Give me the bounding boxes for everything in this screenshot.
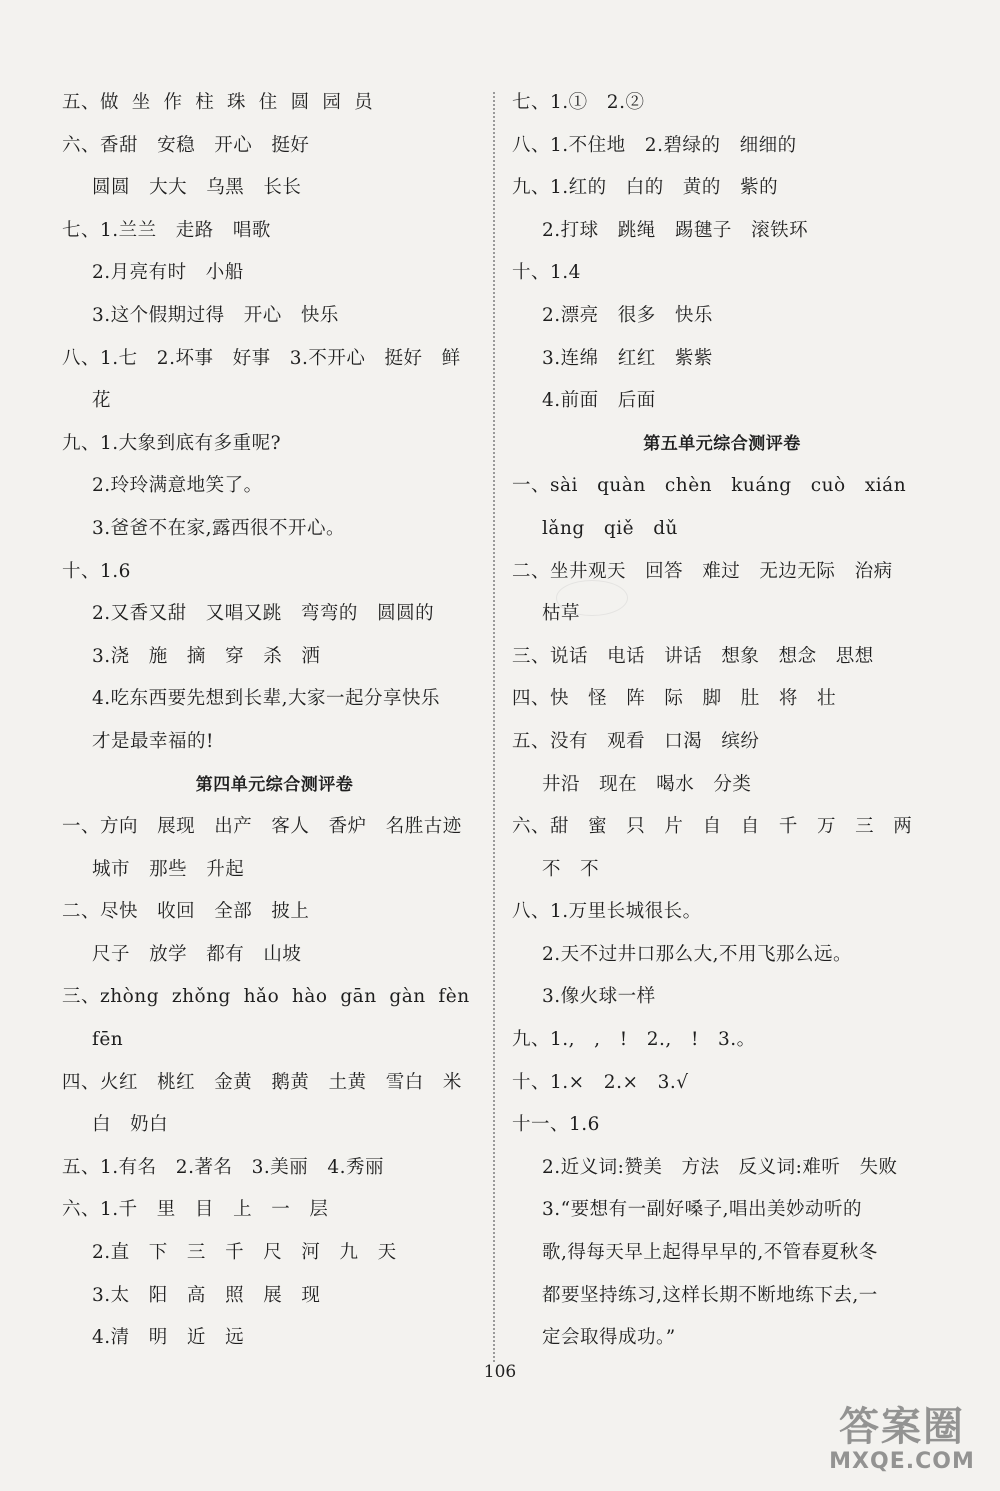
watermark-url: MXQE.COM — [829, 1449, 975, 1474]
answer-line: 七、1.① 2.② — [512, 92, 645, 113]
answer-line: 一、方向 展现 出产 客人 香炉 名胜古迹 — [62, 816, 462, 838]
answer-line: 城市 那些 升起 — [92, 858, 245, 880]
answer-line: lǎng qiě dǔ — [542, 517, 678, 539]
answer-line: 八、1.万里长城很长。 — [512, 901, 702, 923]
answer-line: 4.清 明 近 远 — [92, 1327, 245, 1349]
answer-line: 白 奶白 — [92, 1114, 169, 1136]
answer-line: 十、1.4 — [512, 262, 581, 284]
right-column — [512, 82, 932, 1360]
answer-line: 二、尽快 收回 全部 披上 — [62, 901, 310, 923]
answer-line: 2.漂亮 很多 快乐 — [542, 304, 713, 326]
section-heading: 第五单元综合测评卷 — [643, 433, 801, 454]
answer-line: 都要坚持练习,这样长期不断地练下去,一 — [542, 1284, 878, 1306]
answer-line: 3.太 阳 高 照 展 现 — [92, 1284, 321, 1306]
answer-line: 尺子 放学 都有 山坡 — [92, 943, 302, 965]
answer-line: 3.“要想有一副好嗓子,唱出美妙动听的 — [542, 1199, 862, 1221]
answer-line: 四、快 怪 阵 际 脚 肚 将 壮 — [512, 688, 836, 710]
answer-line: 2.月亮有时 小船 — [92, 262, 244, 284]
watermark — [812, 1393, 992, 1485]
answer-line: 定会取得成功。” — [542, 1327, 676, 1349]
answer-line: 三、zhòng zhǒng hǎo hào gān gàn fèn — [62, 986, 470, 1008]
answer-line: 3.像火球一样 — [542, 986, 656, 1008]
answer-line: 十、1.× 2.× 3.√ — [512, 1071, 689, 1093]
answer-line: 3.浇 施 摘 穿 杀 洒 — [92, 645, 321, 667]
page-number: 106 — [483, 1362, 517, 1382]
watermark-logo: 答案圈 — [839, 1404, 965, 1450]
answer-line: 四、火红 桃红 金黄 鹅黄 土黄 雪白 米 — [62, 1071, 462, 1093]
answer-line: fēn — [92, 1029, 124, 1051]
answer-line: 三、说话 电话 讲话 想象 想念 思想 — [512, 645, 874, 667]
answer-line: 2.近义词:赞美 方法 反义词:难听 失败 — [542, 1156, 898, 1178]
answer-line: 九、1.大象到底有多重呢? — [62, 432, 282, 454]
answer-line: 2.天不过井口那么大,不用飞那么远。 — [542, 943, 853, 965]
answer-line: 十、1.6 — [62, 560, 131, 582]
answer-line: 九、1., , ! 2., ! 3.。 — [512, 1029, 756, 1051]
answer-line: 圆圆 大大 乌黑 长长 — [92, 177, 302, 199]
answer-line: 歌,得每天早上起得早早的,不管春夏秋冬 — [542, 1242, 878, 1264]
answer-line: 七、1.兰兰 走路 唱歌 — [62, 219, 271, 241]
answer-line: 花 — [92, 390, 112, 412]
answer-line: 九、1.红的 白的 黄的 紫的 — [512, 177, 779, 199]
answer-line: 六、甜 蜜 只 片 自 自 千 万 三 两 — [512, 816, 913, 838]
answer-line: 二、坐井观天 回答 难过 无边无际 治病 — [512, 560, 893, 582]
answer-line: 3.这个假期过得 开心 快乐 — [92, 304, 339, 326]
answer-line: 2.直 下 三 千 尺 河 九 天 — [92, 1242, 397, 1264]
answer-line: 2.又香又甜 又唱又跳 弯弯的 圆圆的 — [92, 603, 435, 625]
answer-line: 八、1.不住地 2.碧绿的 细细的 — [512, 134, 797, 156]
answer-line: 2.玲玲满意地笑了。 — [92, 475, 263, 497]
faint-stamp — [556, 580, 628, 616]
answer-line: 八、1.七 2.坏事 好事 3.不开心 挺好 鲜 — [62, 347, 461, 369]
answer-line: 井沿 现在 喝水 分类 — [542, 773, 752, 795]
answer-line: 3.连绵 红红 紫紫 — [542, 347, 713, 369]
left-column — [62, 82, 487, 1360]
answer-line: 十一、1.6 — [512, 1114, 600, 1136]
answer-line: 五、做 坐 作 柱 珠 住 圆 园 员 — [62, 92, 374, 113]
answer-line: 五、1.有名 2.著名 3.美丽 4.秀丽 — [62, 1156, 385, 1178]
answer-line: 4.前面 后面 — [542, 390, 656, 412]
answer-line: 才是最幸福的! — [92, 730, 214, 752]
answer-line: 枯草 — [542, 603, 581, 625]
section-heading: 第四单元综合测评卷 — [195, 774, 354, 795]
answer-line: 六、1.千 里 目 上 一 层 — [62, 1199, 329, 1221]
column-divider — [493, 92, 495, 1362]
answer-line: 4.吃东西要先想到长辈,大家一起分享快乐 — [92, 688, 441, 710]
answer-line: 不 不 — [542, 858, 600, 880]
answer-line: 3.爸爸不在家,露西很不开心。 — [92, 517, 346, 539]
answer-line: 一、sài quàn chèn kuáng cuò xián — [512, 475, 907, 497]
answer-line: 2.打球 跳绳 踢毽子 滚铁环 — [542, 219, 809, 241]
answer-line: 五、没有 观看 口渴 缤纷 — [512, 730, 760, 752]
answer-line: 六、香甜 安稳 开心 挺好 — [62, 134, 310, 156]
